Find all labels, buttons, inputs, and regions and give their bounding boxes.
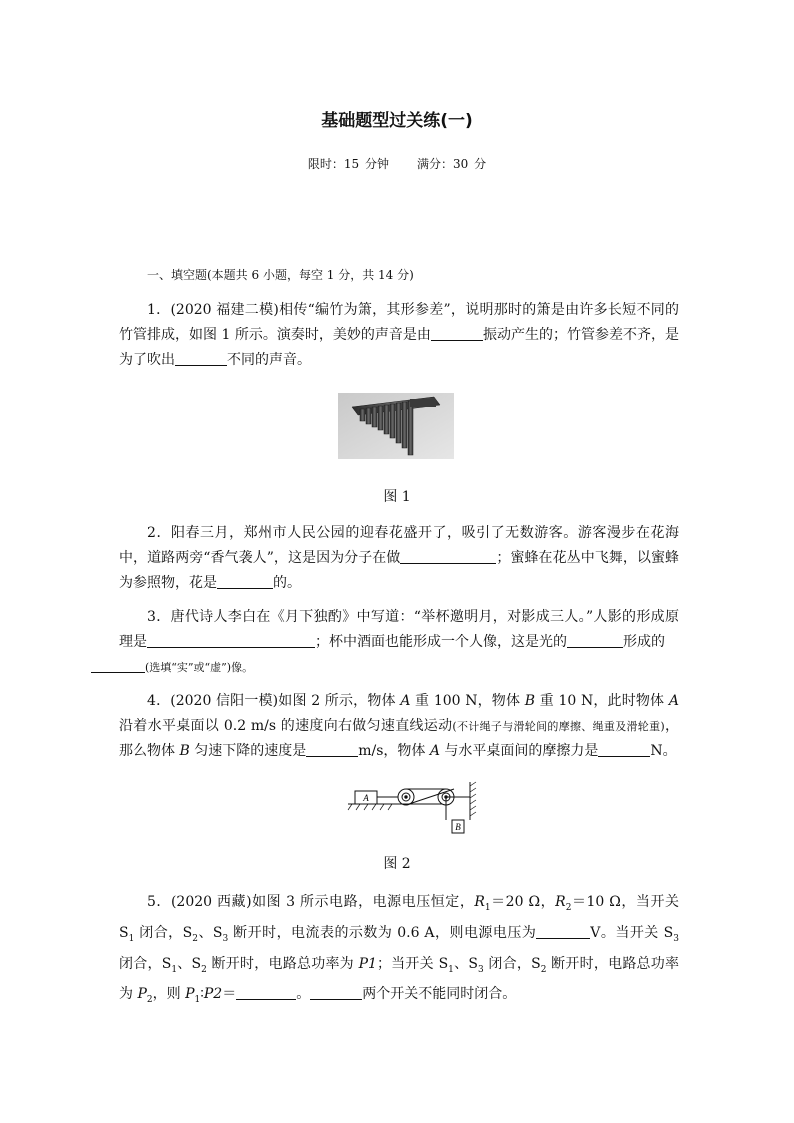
block-a-label: A — [363, 793, 369, 803]
time-limit: 限时：15 分钟 — [307, 157, 389, 171]
figure-1-caption: 图 1 — [383, 489, 411, 505]
answer-blank[interactable] — [91, 658, 145, 673]
question-1: 1．(2020 福建二模)相传“编竹为箫，其形参差”，说明那时的箫是由许多长短不同的竹管排成，如图 1 所示。演奏时，美妙的声音是由 振动产生的；竹管参差不齐，是为了吹出 不同的声音。 — [119, 302, 680, 368]
question-2: 2．阳春三月，郑州市人民公园的迎春花盛开了，吸引了无数游客。游客漫步在花海中，道路两旁“香气袭人”，这是因为分子在做 ；蜜蜂在花丛中飞舞，以蜜蜂为参照物，花是 的。 — [119, 525, 679, 591]
block-b-label: B — [455, 822, 461, 832]
pulley-diagram — [346, 780, 478, 836]
answer-blank[interactable] — [217, 574, 273, 589]
panpipe-photo — [338, 393, 454, 459]
answer-blank[interactable] — [310, 985, 362, 1000]
answer-blank[interactable] — [567, 633, 623, 648]
question-3: 3．唐代诗人李白在《月下独酌》中写道：“举杯邀明月，对影成三人。”人影的形成原理是 ；杯中酒面也能形成一个人像，这是光的 形成的 (选填“实”或“虚”)像。 — [119, 605, 679, 680]
full-score: 满分：30 分 — [417, 157, 487, 171]
page-title: 基础题型过关练(一) — [321, 111, 473, 131]
answer-blank[interactable] — [598, 742, 650, 757]
answer-blank[interactable] — [306, 742, 358, 757]
answer-blank[interactable] — [236, 985, 296, 1000]
figure-2-caption: 图 2 — [383, 856, 411, 872]
answer-blank[interactable] — [400, 549, 496, 564]
section-heading: 一、填空题(本题共 6 小题，每空 1 分，共 14 分) — [147, 268, 414, 282]
question-4: 4．(2020 信阳一模)如图 2 所示，物体 A 重 100 N，物体 B 重 10 N，此时物体 A 沿着水平桌面以 0.2 m/s 的速度向右做匀速直线运动(不计绳子与滑轮间的摩擦、绳重及滑轮重)，那么物体 B 匀速下降的速度是 m/s，物体 A 与水平桌面间的摩擦力是 N。 — [119, 693, 680, 759]
answer-blank[interactable] — [147, 633, 315, 648]
answer-blank[interactable] — [536, 924, 590, 939]
answer-blank[interactable] — [431, 326, 483, 341]
answer-blank[interactable] — [175, 351, 227, 366]
question-5: 5．(2020 西藏)如图 3 所示电路，电源电压恒定，$R_1=20$ Ω，$R_2=10$ Ω，当开关 $S_1$ 闭合，$S_2$、$S_3$ 断开时，电流表的示数为 0.6 A，则电源电压为 V。当开关 $S_3$ 闭合，$S_1$、$S_2$ 断开时，电路总功率为 P1；当开关 $S_1$、$S_3$ 闭合，$S_2$ 断开时，电路总功率为 $P_2$，则 $P_1∶P2=$ 。 两个开关不能同时闭合。 — [119, 894, 680, 1006]
time-score-line — [0, 155, 794, 172]
